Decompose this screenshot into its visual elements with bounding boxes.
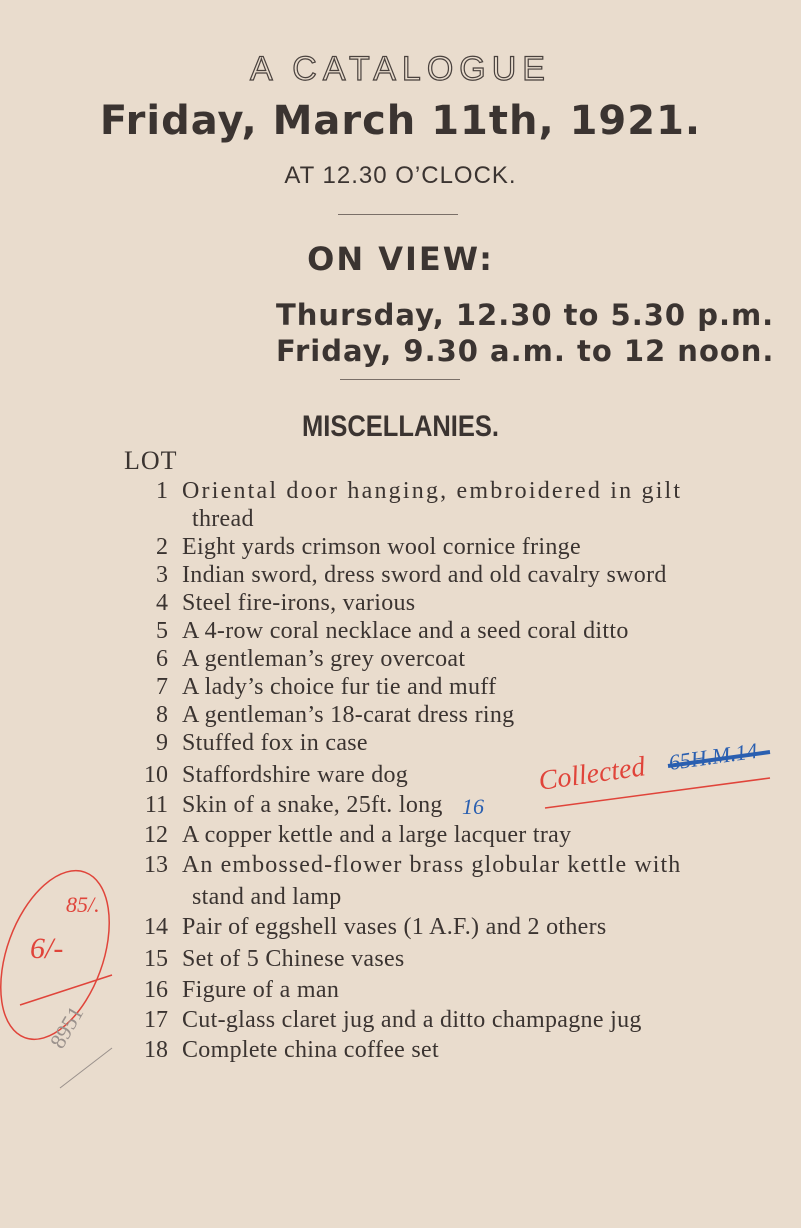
lot-number: 11	[144, 792, 168, 818]
lot-number: 1	[156, 478, 168, 504]
on-view-line: Thursday, 12.30 to 5.30 p.m.	[276, 298, 775, 332]
lot-number: 3	[156, 562, 168, 588]
lot-number: 17	[144, 1007, 168, 1033]
lot-description: Steel fire-irons, various	[182, 590, 416, 616]
lot-number: 15	[144, 946, 168, 972]
lot-number: 10	[144, 762, 168, 788]
lot-number: 14	[144, 914, 168, 940]
lot-number: 6	[156, 646, 168, 672]
struck-note: 65H.M.14	[667, 737, 760, 775]
lot-column-label: LOT	[124, 446, 178, 475]
on-view-heading: ON VIEW:	[307, 240, 494, 278]
lot-description: Indian sword, dress sword and old cavalry sword	[182, 562, 667, 588]
catalogue-title: A CATALOGUE	[250, 50, 551, 88]
section-heading: MISCELLANIES.	[302, 410, 499, 443]
lot-number: 8	[156, 702, 168, 728]
collected-note: Collected	[536, 751, 648, 797]
lot-number: 4	[156, 590, 168, 616]
lot-description: Stuffed fox in case	[182, 730, 368, 756]
lot-number: 16	[144, 977, 168, 1003]
price-annotation: 6/-	[30, 932, 64, 965]
lot-description: Cut-glass claret jug and a ditto champagne jug	[182, 1007, 642, 1033]
lot-description: An embossed-flower brass globular kettle with	[182, 852, 682, 878]
lot-description: A 4-row coral necklace and a seed coral ditto	[182, 618, 629, 644]
lot-description: Pair of eggshell vases (1 A.F.) and 2 others	[182, 914, 607, 940]
lot-description: Skin of a snake, 25ft. long	[182, 792, 443, 818]
sale-time: AT 12.30 O’CLOCK.	[284, 162, 517, 189]
on-view-line: Friday, 9.30 a.m. to 12 noon.	[276, 334, 775, 368]
lot-description: A lady’s choice fur tie and muff	[182, 674, 497, 700]
pencil-line-mark	[60, 1048, 112, 1088]
lot-description: A copper kettle and a large lacquer tray	[182, 822, 572, 848]
lot-description: Figure of a man	[182, 977, 340, 1003]
lot-number: 9	[156, 730, 168, 756]
snake-correction: 16	[462, 794, 484, 819]
sale-date: Friday, March 11th, 1921.	[99, 98, 702, 144]
lot-description: Staffordshire ware dog	[182, 762, 409, 788]
lot-description: Eight yards crimson wool cornice fringe	[182, 534, 581, 560]
lot-description: Set of 5 Chinese vases	[182, 946, 405, 972]
lot-number: 18	[144, 1037, 168, 1063]
lot-description: thread	[192, 506, 254, 532]
lot-number: 12	[144, 822, 168, 848]
lot-description: A gentleman’s grey overcoat	[182, 646, 466, 672]
lot-number: 5	[156, 618, 168, 644]
lot-description: Complete china coffee set	[182, 1037, 439, 1063]
lot-description: stand and lamp	[192, 884, 342, 910]
red-line-mark	[20, 975, 112, 1005]
lot-number: 7	[156, 674, 168, 700]
lot-description: A gentleman’s 18-carat dress ring	[182, 702, 515, 728]
pencil-ref-annotation: 8951	[44, 1001, 89, 1053]
ref-annotation: 85/.	[66, 892, 100, 917]
lot-number: 2	[156, 534, 168, 560]
lot-description: Oriental door hanging, embroidered in gilt	[182, 478, 683, 504]
lot-number: 13	[144, 852, 168, 878]
